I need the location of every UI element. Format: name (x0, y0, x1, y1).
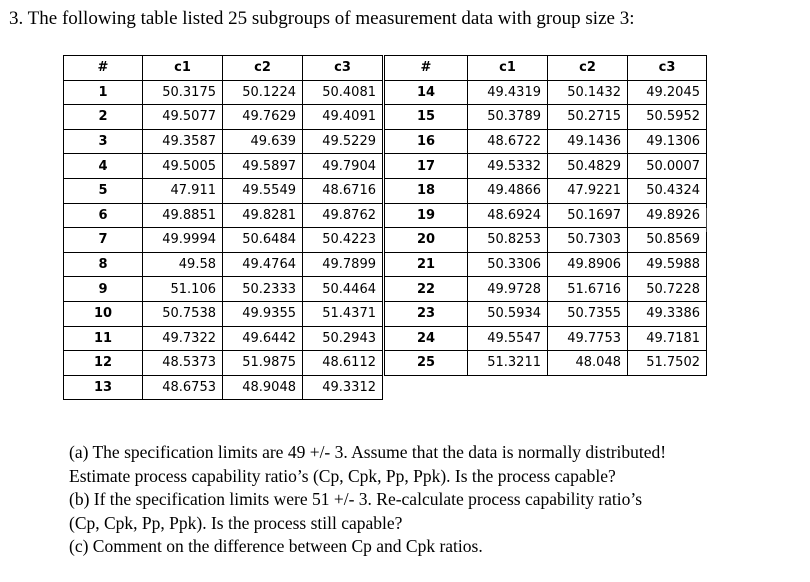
table-row (64, 301, 383, 326)
subgroup-number: 18 (385, 178, 468, 203)
left-header-cell: c2 (223, 56, 303, 81)
table-row (64, 326, 383, 351)
measurement-cell: 49.2045 (628, 80, 707, 105)
measurement-cell: 48.6722 (468, 129, 548, 154)
right-header-cell: # (385, 56, 468, 81)
measurement-cell: 49.7753 (548, 326, 628, 351)
right-header-cell: c3 (628, 56, 707, 81)
table-row (64, 228, 383, 253)
measurement-cell: 50.7355 (548, 301, 628, 326)
table-row (385, 154, 707, 179)
measurement-cell: 49.3587 (143, 129, 223, 154)
question-b-line-2: (Cp, Cpk, Pp, Ppk). Is the process still capable? (69, 512, 403, 533)
table-row (385, 228, 707, 253)
measurement-cell: 51.3211 (468, 351, 548, 376)
measurement-cell: 50.2333 (223, 277, 303, 302)
measurement-cell: 51.4371 (303, 301, 383, 326)
table-row (64, 351, 383, 376)
measurement-cell: 50.6484 (223, 228, 303, 253)
measurement-cell: 50.4223 (303, 228, 383, 253)
measurement-cell: 50.4464 (303, 277, 383, 302)
measurement-cell: 51.106 (143, 277, 223, 302)
subgroup-number: 11 (64, 326, 143, 351)
measurement-cell: 50.0007 (628, 154, 707, 179)
measurement-cell: 49.4319 (468, 80, 548, 105)
measurement-cell: 48.6924 (468, 203, 548, 228)
measurement-cell: 49.1436 (548, 129, 628, 154)
question-b-line-1: (b) If the specification limits were 51 +/- 3. Re-calculate process capability ratio’s (69, 489, 643, 509)
measurement-cell: 50.3175 (143, 80, 223, 105)
subgroup-number: 12 (64, 351, 143, 376)
table-row (385, 326, 707, 351)
measurement-cell: 49.639 (223, 129, 303, 154)
table-row (385, 129, 707, 154)
subgroup-number: 21 (385, 252, 468, 277)
measurement-cell: 48.048 (548, 351, 628, 376)
subgroup-number: 20 (385, 228, 468, 253)
measurement-cell: 49.5549 (223, 178, 303, 203)
table-row (385, 252, 707, 277)
measurement-cell: 49.7904 (303, 154, 383, 179)
left-header-row (64, 56, 383, 81)
measurement-cell: 50.7303 (548, 228, 628, 253)
measurement-cell: 51.6716 (548, 277, 628, 302)
measurement-cell: 50.1432 (548, 80, 628, 105)
measurement-cell: 48.9048 (223, 375, 303, 400)
measurement-cell: 49.5897 (223, 154, 303, 179)
table-row (64, 277, 383, 302)
measurement-cell: 51.7502 (628, 351, 707, 376)
table-row (64, 178, 383, 203)
measurement-cell: 49.8281 (223, 203, 303, 228)
measurement-cell: 50.8569 (628, 228, 707, 253)
table-row (64, 129, 383, 154)
measurement-cell: 47.9221 (548, 178, 628, 203)
measurement-cell: 50.2715 (548, 105, 628, 130)
subgroup-number: 4 (64, 154, 143, 179)
measurement-cell: 47.911 (143, 178, 223, 203)
measurement-cell: 48.6753 (143, 375, 223, 400)
table-row (64, 154, 383, 179)
measurement-cell: 49.8906 (548, 252, 628, 277)
measurement-cell: 49.5229 (303, 129, 383, 154)
measurement-cell: 49.8926 (628, 203, 707, 228)
table-row (385, 178, 707, 203)
measurement-cell: 49.58 (143, 252, 223, 277)
measurement-cell: 50.4081 (303, 80, 383, 105)
measurement-cell: 49.5077 (143, 105, 223, 130)
table-row (64, 105, 383, 130)
measurement-cell: 49.5332 (468, 154, 548, 179)
subgroup-number: 17 (385, 154, 468, 179)
table-row (385, 351, 707, 376)
table-row (385, 80, 707, 105)
measurement-cell: 49.8762 (303, 203, 383, 228)
subgroup-number: 25 (385, 351, 468, 376)
data-table-right (384, 55, 707, 376)
measurement-cell: 48.6112 (303, 351, 383, 376)
measurement-cell: 50.3306 (468, 252, 548, 277)
left-header-cell: c1 (143, 56, 223, 81)
measurement-cell: 50.3789 (468, 105, 548, 130)
measurement-cell: 49.5547 (468, 326, 548, 351)
table-row (64, 375, 383, 400)
text-cursor (706, 208, 707, 232)
measurement-cell: 50.5952 (628, 105, 707, 130)
measurement-cell: 50.7538 (143, 301, 223, 326)
table-row (385, 301, 707, 326)
right-header-row (385, 56, 707, 81)
measurement-cell: 49.5988 (628, 252, 707, 277)
measurement-cell: 51.9875 (223, 351, 303, 376)
subgroup-number: 14 (385, 80, 468, 105)
subgroup-number: 7 (64, 228, 143, 253)
measurement-cell: 50.5934 (468, 301, 548, 326)
subgroup-number: 3 (64, 129, 143, 154)
measurement-cell: 50.2943 (303, 326, 383, 351)
left-header-cell: # (64, 56, 143, 81)
measurement-cell: 50.1697 (548, 203, 628, 228)
measurement-cell: 48.6716 (303, 178, 383, 203)
table-row (385, 105, 707, 130)
measurement-cell: 50.8253 (468, 228, 548, 253)
subgroup-number: 8 (64, 252, 143, 277)
subgroup-number: 22 (385, 277, 468, 302)
subgroup-number: 24 (385, 326, 468, 351)
measurement-cell: 48.5373 (143, 351, 223, 376)
subgroup-number: 6 (64, 203, 143, 228)
subgroup-number: 23 (385, 301, 468, 326)
measurement-cell: 49.8851 (143, 203, 223, 228)
table-row (385, 277, 707, 302)
left-header-cell: c3 (303, 56, 383, 81)
measurement-cell: 50.4324 (628, 178, 707, 203)
measurement-cell: 49.4091 (303, 105, 383, 130)
subgroup-number: 19 (385, 203, 468, 228)
subgroup-number: 2 (64, 105, 143, 130)
measurement-cell: 50.1224 (223, 80, 303, 105)
measurement-cell: 49.4866 (468, 178, 548, 203)
measurement-cell: 49.1306 (628, 129, 707, 154)
data-table-left (63, 55, 383, 400)
measurement-cell: 50.7228 (628, 277, 707, 302)
subgroup-number: 13 (64, 375, 143, 400)
measurement-cell: 49.7322 (143, 326, 223, 351)
measurement-cell: 49.4764 (223, 252, 303, 277)
measurement-cell: 49.7181 (628, 326, 707, 351)
right-header-cell: c1 (468, 56, 548, 81)
question-a-line-1: (a) The specification limits are 49 +/- 3. Assume that the data is normally distributed! (69, 442, 667, 462)
table-row (64, 80, 383, 105)
measurement-cell: 49.3312 (303, 375, 383, 400)
subgroup-number: 10 (64, 301, 143, 326)
subgroup-number: 9 (64, 277, 143, 302)
measurement-cell: 50.4829 (548, 154, 628, 179)
subgroup-number: 5 (64, 178, 143, 203)
table-row (64, 252, 383, 277)
table-row (385, 203, 707, 228)
measurement-cell: 49.9994 (143, 228, 223, 253)
subgroup-number: 16 (385, 129, 468, 154)
measurement-cell: 49.6442 (223, 326, 303, 351)
problem-title: 3. The following table listed 25 subgroups of measurement data with group size 3: (9, 8, 635, 29)
subgroup-number: 1 (64, 80, 143, 105)
table-row (64, 203, 383, 228)
measurement-cell: 49.3386 (628, 301, 707, 326)
subgroup-number: 15 (385, 105, 468, 130)
measurement-cell: 49.5005 (143, 154, 223, 179)
measurement-cell: 49.7899 (303, 252, 383, 277)
right-header-cell: c2 (548, 56, 628, 81)
question-c-line-1: (c) Comment on the difference between Cp and Cpk ratios. (69, 536, 483, 556)
questions-block (69, 441, 666, 559)
measurement-cell: 49.9355 (223, 301, 303, 326)
measurement-cell: 49.9728 (468, 277, 548, 302)
measurement-cell: 49.7629 (223, 105, 303, 130)
question-a-line-2: Estimate process capability ratio’s (Cp, Cpk, Pp, Ppk). Is the process capable? (69, 465, 616, 486)
